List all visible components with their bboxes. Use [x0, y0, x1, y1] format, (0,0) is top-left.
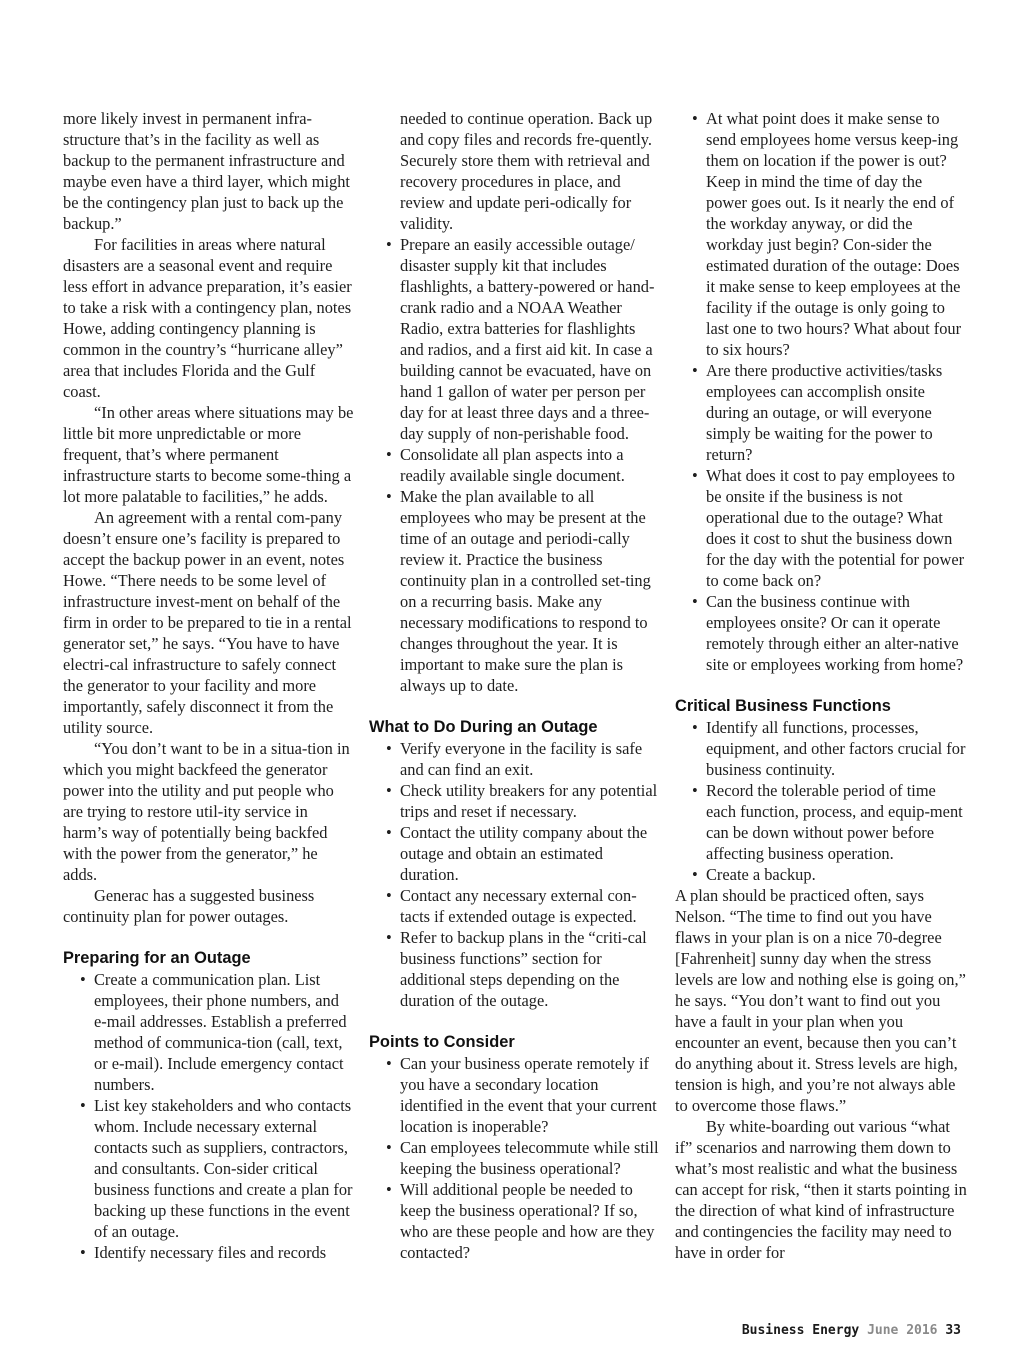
list-item: • Record the tolerable period of time each function, process, and equip-ment can be down without power before affecting business operation. — [675, 780, 967, 864]
page-footer — [742, 1323, 961, 1338]
list-item: • Refer to backup plans in the “criti-cal business functions” section for additional steps depending on the duration of the outage. — [369, 927, 661, 1011]
paragraph: “In other areas where situations may be little bit more unpredictable or more frequent, that’s where permanent infrastructure starts to become some-thing a lot more palatable to facilities,” he adds. — [63, 403, 354, 506]
list-item: • Consolidate all plan aspects into a readily available single document. — [369, 444, 661, 486]
column-1 — [63, 108, 355, 1263]
column-3 — [675, 108, 967, 1263]
list-item: • Create a backup. — [675, 864, 967, 885]
column-2 — [369, 108, 661, 1263]
magazine-name: Business Energy — [741, 1323, 860, 1338]
bullet-list — [675, 108, 967, 675]
bullet-list — [369, 1053, 661, 1263]
paragraph: An agreement with a rental com-pany doesn’t ensure one’s facility is prepared to accept the backup power in an event, notes Howe. “There needs to be some level of infrastructure invest-ment on behalf of the firm in order to be prepared to tie in a rental generator set,” he says. “You have to have electri-cal infrastructure to safely connect the generator to your facility and more importantly, safely disconnect it from the utility source. — [63, 508, 352, 737]
page-number: 33 — [945, 1323, 961, 1338]
list-item: • Will additional people be needed to keep the business operational? If so, who are these people and how are they contacted? — [369, 1179, 661, 1263]
list-item: • Prepare an easily accessible outage/ disaster supply kit that includes flashlights, a battery-powered or hand-crank radio and a NOAA Weather Radio, extra batteries for flashlights and radios, and a first aid kit. In case a building cannot be evacuated, have on hand 1 gallon of water per person per day for at least three days and a three-day supply of non-perishable food. — [369, 234, 661, 444]
bullet-list — [675, 717, 967, 885]
list-item: • Can employees telecommute while still keeping the business operational? — [369, 1137, 661, 1179]
list-item: • Can the business continue with employees onsite? Or can it operate remotely through either an alter-native site or employees working from home? — [675, 591, 967, 675]
list-item: • Check utility breakers for any potential trips and reset if necessary. — [369, 780, 661, 822]
list-item: • Identify all functions, processes, equipment, and other factors crucial for business continuity. — [675, 717, 967, 780]
list-item: • Create a communication plan. List employees, their phone numbers, and e-mail addresses. Establish a preferred method of communica-tion (call, text, or e-mail). Include emergency contact numbers. — [63, 969, 355, 1095]
paragraph: For facilities in areas where natural disasters are a seasonal event and require less effort in advance preparation, it’s easier to take a risk with a contingency plan, notes Howe, adding contingency planning is common in the country’s “hurricane alley” area that includes Florida and the Gulf coast. — [63, 235, 352, 401]
section-heading-critical: Critical Business Functions — [675, 697, 891, 715]
section-heading-preparing: Preparing for an Outage — [63, 949, 251, 967]
issue-date: June 2016 — [867, 1323, 938, 1338]
list-item: • Identify necessary files and records — [63, 1242, 355, 1263]
list-item: • Can your business operate remotely if you have a secondary location identified in the event that your current location is inoperable? — [369, 1053, 661, 1137]
list-item: • Contact any necessary external con-tacts if extended outage is expected. — [369, 885, 661, 927]
bullet-list — [369, 738, 661, 1011]
bullet-list — [63, 969, 355, 1263]
list-item: • List key stakeholders and who contacts whom. Include necessary external contacts such as suppliers, contractors, and consultants. Con-sider critical business functions and create a plan for backing up these functions in the event of an outage. — [63, 1095, 355, 1242]
paragraph: A plan should be practiced often, says Nelson. “The time to find out you have flaws in your plan is on a nice 70-degree [Fahrenheit] sunny day when the stress levels are low and nothing else is going on,” he says. “You don’t want to find out you have a fault in your plan when you encounter an event, because then you can’t do anything about it. Stress levels are high, tension is high, and you’re not always able to overcome those flaws.” — [675, 886, 966, 1115]
paragraph: By white-boarding out various “what if” scenarios and narrowing them down to what’s most realistic and what the business can accept for risk, “then it starts pointing in the direction of what kind of infrastructure and contingencies the facility may need to have in order for — [675, 1117, 967, 1262]
paragraph: “You don’t want to be in a situa-tion in which you might backfeed the generator power into the utility and put people who are trying to restore util-ity service in harm’s way of potentially being backfed with the power from the generator,” he adds. — [63, 739, 350, 884]
paragraph: Generac has a suggested business continuity plan for power outages. — [63, 886, 315, 926]
list-item: • Contact the utility company about the outage and obtain an estimated duration. — [369, 822, 661, 885]
section-heading-during-outage: What to Do During an Outage — [369, 718, 598, 736]
paragraph-continued: needed to continue operation. Back up and copy files and records fre-quently. Securely store them with retrieval and recovery procedures in place, and review and update peri-odically for validity. — [400, 109, 653, 233]
list-item: • Are there productive activities/tasks employees can accomplish onsite during an outage, or will everyone simply be waiting for the power to return? — [675, 360, 967, 465]
paragraph: more likely invest in permanent infra-structure that’s in the facility as well as backup to the permanent infrastructure and maybe even have a third layer, which might be the contingency plan just to back up the backup.” — [63, 109, 350, 233]
list-item: • Verify everyone in the facility is safe and can find an exit. — [369, 738, 661, 780]
list-item: • What does it cost to pay employees to be onsite if the business is not operational due to the outage? What does it cost to shut the business down for the day with the potential for power to come back on? — [675, 465, 967, 591]
section-heading-points: Points to Consider — [369, 1033, 515, 1051]
list-item: • At what point does it make sense to send employees home versus keep-ing them on location if the power is out? Keep in mind the time of day the power goes out. Is it nearly the end of the workday anyway, or did the workday just begin? Con-sider the estimated duration of the outage: Does it make sense to keep employees at the facility if the outage is only going to last one to two hours? What about four to six hours? — [675, 108, 967, 360]
list-item: • Make the plan available to all employees who may be present at the time of an outage and periodi-cally review it. Practice the business continuity plan in a controlled set-ting on a recurring basis. Make any necessary modifications to respond to changes throughout the year. It is important to make sure the plan is always up to date. — [369, 486, 661, 696]
bullet-list — [369, 234, 661, 696]
